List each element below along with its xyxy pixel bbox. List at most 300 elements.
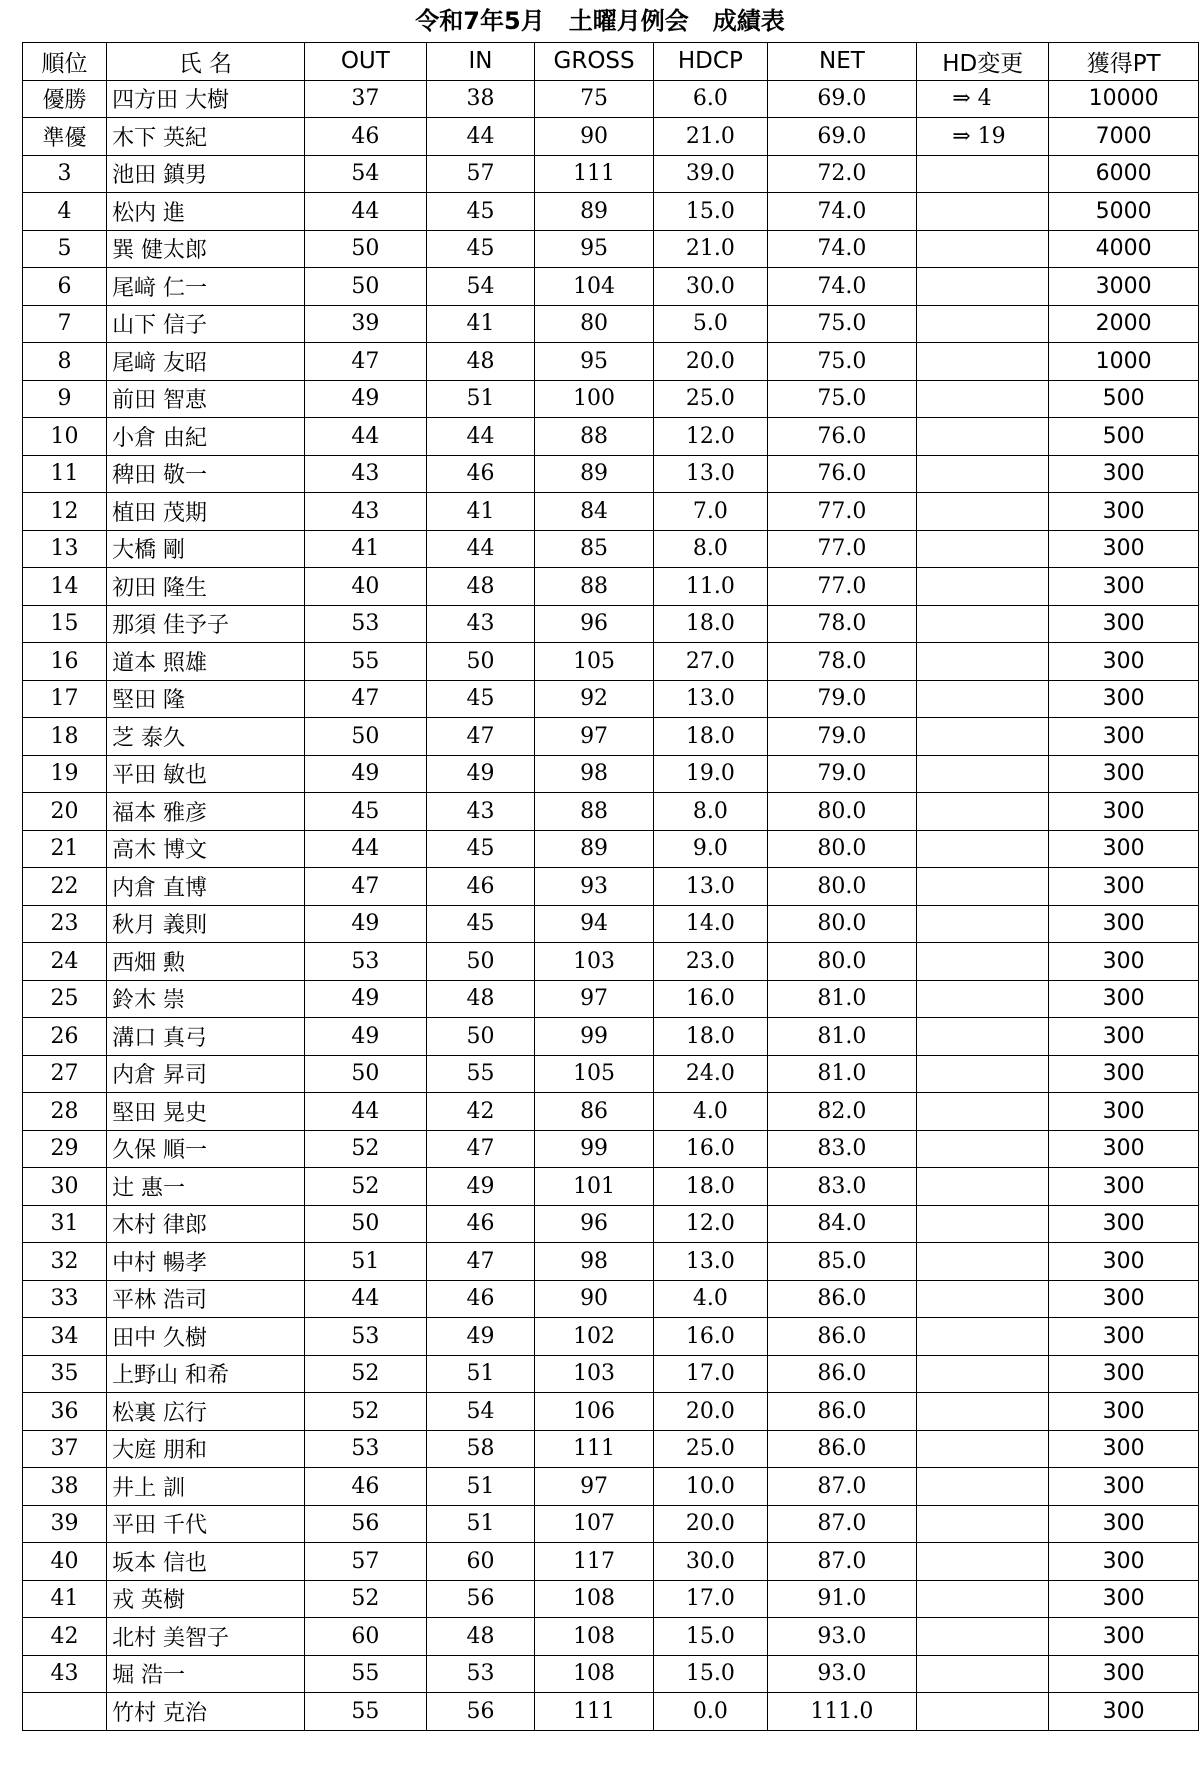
- cell-points: 300: [1049, 868, 1199, 906]
- cell-rank: 37: [23, 1430, 107, 1468]
- cell-gross: 117: [535, 1543, 654, 1581]
- cell-gross: 88: [535, 568, 654, 606]
- cell-gross: 89: [535, 455, 654, 493]
- cell-rank: 43: [23, 1655, 107, 1693]
- cell-hdcp: 16.0: [654, 980, 768, 1018]
- cell-rank: 20: [23, 793, 107, 831]
- cell-net: 72.0: [767, 155, 917, 193]
- table-row: [23, 1318, 1199, 1356]
- cell-net: 69.0: [767, 80, 917, 118]
- cell-gross: 101: [535, 1168, 654, 1206]
- cell-points: 300: [1049, 1168, 1199, 1206]
- table-row: [23, 343, 1199, 381]
- cell-hd-change: [917, 568, 1049, 606]
- cell-hd-change: [917, 1093, 1049, 1131]
- cell-in: 47: [426, 1243, 534, 1281]
- cell-rank: 41: [23, 1580, 107, 1618]
- cell-rank: 18: [23, 718, 107, 756]
- cell-rank: 28: [23, 1093, 107, 1131]
- table-row: [23, 1205, 1199, 1243]
- cell-gross: 75: [535, 80, 654, 118]
- cell-out: 53: [304, 605, 426, 643]
- cell-hdcp: 18.0: [654, 605, 768, 643]
- cell-hd-change: [917, 1130, 1049, 1168]
- cell-out: 47: [304, 680, 426, 718]
- cell-gross: 95: [535, 343, 654, 381]
- cell-rank: 26: [23, 1018, 107, 1056]
- cell-rank: 38: [23, 1468, 107, 1506]
- cell-out: 49: [304, 905, 426, 943]
- cell-in: 45: [426, 230, 534, 268]
- cell-points: 300: [1049, 605, 1199, 643]
- cell-gross: 99: [535, 1018, 654, 1056]
- cell-hd-change: [917, 305, 1049, 343]
- cell-name: 平林 浩司: [107, 1280, 305, 1318]
- cell-name: 大橋 剛: [107, 530, 305, 568]
- cell-in: 54: [426, 1393, 534, 1431]
- cell-rank: 優勝: [23, 80, 107, 118]
- cell-name: 稗田 敬一: [107, 455, 305, 493]
- cell-hdcp: 14.0: [654, 905, 768, 943]
- cell-name: 鈴木 崇: [107, 980, 305, 1018]
- cell-hd-change: [917, 793, 1049, 831]
- cell-out: 57: [304, 1543, 426, 1581]
- cell-net: 74.0: [767, 230, 917, 268]
- cell-in: 56: [426, 1693, 534, 1731]
- cell-out: 43: [304, 493, 426, 531]
- cell-hd-change: [917, 1355, 1049, 1393]
- cell-hd-change: [917, 418, 1049, 456]
- table-row: [23, 1693, 1199, 1731]
- table-row: [23, 1543, 1199, 1581]
- cell-name: 北村 美智子: [107, 1618, 305, 1656]
- cell-gross: 88: [535, 793, 654, 831]
- results-body: [23, 80, 1199, 1730]
- cell-gross: 102: [535, 1318, 654, 1356]
- cell-rank: 32: [23, 1243, 107, 1281]
- cell-rank: 17: [23, 680, 107, 718]
- cell-hdcp: 5.0: [654, 305, 768, 343]
- cell-points: 300: [1049, 943, 1199, 981]
- cell-hdcp: 10.0: [654, 1468, 768, 1506]
- cell-points: 300: [1049, 905, 1199, 943]
- table-row: [23, 455, 1199, 493]
- cell-gross: 88: [535, 418, 654, 456]
- cell-out: 41: [304, 530, 426, 568]
- cell-in: 49: [426, 755, 534, 793]
- cell-rank: 3: [23, 155, 107, 193]
- cell-in: 56: [426, 1580, 534, 1618]
- table-row: [23, 980, 1199, 1018]
- cell-net: 83.0: [767, 1168, 917, 1206]
- cell-gross: 90: [535, 118, 654, 156]
- cell-net: 77.0: [767, 493, 917, 531]
- cell-name: 田中 久樹: [107, 1318, 305, 1356]
- cell-points: 300: [1049, 1055, 1199, 1093]
- cell-out: 49: [304, 1018, 426, 1056]
- cell-hdcp: 13.0: [654, 1243, 768, 1281]
- cell-in: 47: [426, 718, 534, 756]
- cell-hd-change: [917, 268, 1049, 306]
- cell-hd-change: [917, 455, 1049, 493]
- cell-gross: 108: [535, 1655, 654, 1693]
- table-row: [23, 230, 1199, 268]
- cell-net: 86.0: [767, 1318, 917, 1356]
- cell-out: 44: [304, 1280, 426, 1318]
- cell-in: 41: [426, 493, 534, 531]
- cell-rank: 10: [23, 418, 107, 456]
- cell-hd-change: ⇒ 4: [917, 80, 1049, 118]
- cell-in: 57: [426, 155, 534, 193]
- cell-hdcp: 20.0: [654, 343, 768, 381]
- cell-name: 平田 千代: [107, 1505, 305, 1543]
- cell-hd-change: [917, 1243, 1049, 1281]
- cell-in: 46: [426, 1280, 534, 1318]
- cell-points: 7000: [1049, 118, 1199, 156]
- cell-gross: 111: [535, 1430, 654, 1468]
- cell-hdcp: 15.0: [654, 193, 768, 231]
- cell-hdcp: 39.0: [654, 155, 768, 193]
- table-row: [23, 605, 1199, 643]
- table-row: [23, 943, 1199, 981]
- cell-gross: 105: [535, 643, 654, 681]
- cell-points: 1000: [1049, 343, 1199, 381]
- cell-name: 松内 進: [107, 193, 305, 231]
- cell-net: 87.0: [767, 1468, 917, 1506]
- cell-out: 51: [304, 1243, 426, 1281]
- cell-gross: 106: [535, 1393, 654, 1431]
- cell-hd-change: ⇒ 19: [917, 118, 1049, 156]
- table-row: [23, 1093, 1199, 1131]
- table-row: [23, 755, 1199, 793]
- cell-hdcp: 30.0: [654, 1543, 768, 1581]
- cell-hd-change: [917, 1205, 1049, 1243]
- cell-name: 尾﨑 友昭: [107, 343, 305, 381]
- table-row: [23, 793, 1199, 831]
- cell-out: 37: [304, 80, 426, 118]
- cell-out: 43: [304, 455, 426, 493]
- cell-hdcp: 11.0: [654, 568, 768, 606]
- cell-name: 木村 律郎: [107, 1205, 305, 1243]
- cell-rank: 22: [23, 868, 107, 906]
- cell-rank: 15: [23, 605, 107, 643]
- cell-rank: 24: [23, 943, 107, 981]
- table-row: [23, 905, 1199, 943]
- cell-gross: 97: [535, 718, 654, 756]
- cell-hd-change: [917, 1655, 1049, 1693]
- cell-name: 山下 信子: [107, 305, 305, 343]
- cell-out: 45: [304, 793, 426, 831]
- cell-net: 80.0: [767, 905, 917, 943]
- cell-name: 初田 隆生: [107, 568, 305, 606]
- cell-in: 51: [426, 380, 534, 418]
- cell-points: 300: [1049, 530, 1199, 568]
- header-rank: 順位: [23, 43, 107, 81]
- cell-out: 44: [304, 830, 426, 868]
- cell-points: 300: [1049, 1430, 1199, 1468]
- cell-in: 46: [426, 1205, 534, 1243]
- cell-out: 44: [304, 418, 426, 456]
- cell-out: 55: [304, 643, 426, 681]
- cell-rank: 8: [23, 343, 107, 381]
- cell-out: 53: [304, 943, 426, 981]
- cell-hdcp: 24.0: [654, 1055, 768, 1093]
- cell-points: 5000: [1049, 193, 1199, 231]
- cell-rank: 31: [23, 1205, 107, 1243]
- table-row: [23, 1055, 1199, 1093]
- cell-net: 81.0: [767, 1018, 917, 1056]
- table-row: [23, 1580, 1199, 1618]
- cell-name: 木下 英紀: [107, 118, 305, 156]
- cell-rank: 19: [23, 755, 107, 793]
- cell-name: 前田 智恵: [107, 380, 305, 418]
- header-in: IN: [426, 43, 534, 81]
- table-row: [23, 268, 1199, 306]
- cell-gross: 93: [535, 868, 654, 906]
- cell-net: 69.0: [767, 118, 917, 156]
- cell-name: 大庭 朋和: [107, 1430, 305, 1468]
- cell-rank: 16: [23, 643, 107, 681]
- cell-hd-change: [917, 1280, 1049, 1318]
- cell-points: 300: [1049, 680, 1199, 718]
- cell-points: 300: [1049, 1355, 1199, 1393]
- cell-hdcp: 18.0: [654, 1168, 768, 1206]
- cell-in: 42: [426, 1093, 534, 1131]
- cell-hdcp: 9.0: [654, 830, 768, 868]
- cell-out: 52: [304, 1130, 426, 1168]
- cell-in: 45: [426, 905, 534, 943]
- cell-net: 76.0: [767, 418, 917, 456]
- cell-in: 41: [426, 305, 534, 343]
- cell-gross: 98: [535, 755, 654, 793]
- cell-out: 50: [304, 718, 426, 756]
- cell-in: 50: [426, 643, 534, 681]
- cell-rank: 準優: [23, 118, 107, 156]
- cell-net: 75.0: [767, 343, 917, 381]
- cell-hd-change: [917, 1018, 1049, 1056]
- cell-out: 49: [304, 755, 426, 793]
- cell-hdcp: 17.0: [654, 1355, 768, 1393]
- cell-hdcp: 16.0: [654, 1318, 768, 1356]
- cell-net: 78.0: [767, 643, 917, 681]
- cell-hdcp: 7.0: [654, 493, 768, 531]
- cell-in: 49: [426, 1318, 534, 1356]
- cell-in: 48: [426, 568, 534, 606]
- cell-points: 10000: [1049, 80, 1199, 118]
- cell-in: 51: [426, 1355, 534, 1393]
- table-row: [23, 1168, 1199, 1206]
- cell-hd-change: [917, 755, 1049, 793]
- table-row: [23, 718, 1199, 756]
- results-table: [22, 42, 1199, 1731]
- cell-hdcp: 4.0: [654, 1093, 768, 1131]
- cell-gross: 107: [535, 1505, 654, 1543]
- header-hdcp: HDCP: [654, 43, 768, 81]
- cell-name: 井上 訓: [107, 1468, 305, 1506]
- cell-points: 500: [1049, 418, 1199, 456]
- cell-net: 78.0: [767, 605, 917, 643]
- cell-hd-change: [917, 380, 1049, 418]
- cell-out: 52: [304, 1168, 426, 1206]
- cell-in: 44: [426, 118, 534, 156]
- cell-points: 6000: [1049, 155, 1199, 193]
- header-gross: GROSS: [535, 43, 654, 81]
- cell-name: 植田 茂期: [107, 493, 305, 531]
- cell-gross: 108: [535, 1580, 654, 1618]
- cell-hd-change: [917, 193, 1049, 231]
- cell-in: 43: [426, 793, 534, 831]
- cell-out: 52: [304, 1393, 426, 1431]
- cell-rank: 34: [23, 1318, 107, 1356]
- cell-rank: 42: [23, 1618, 107, 1656]
- cell-net: 86.0: [767, 1393, 917, 1431]
- cell-points: 300: [1049, 1655, 1199, 1693]
- cell-in: 44: [426, 418, 534, 456]
- cell-name: 秋月 義則: [107, 905, 305, 943]
- table-row: [23, 118, 1199, 156]
- cell-out: 44: [304, 193, 426, 231]
- cell-points: 300: [1049, 718, 1199, 756]
- header-row: [23, 43, 1199, 81]
- table-row: [23, 643, 1199, 681]
- table-row: [23, 380, 1199, 418]
- cell-hdcp: 21.0: [654, 118, 768, 156]
- cell-net: 77.0: [767, 530, 917, 568]
- cell-hd-change: [917, 1543, 1049, 1581]
- table-row: [23, 1355, 1199, 1393]
- cell-hd-change: [917, 1580, 1049, 1618]
- cell-name: 四方田 大樹: [107, 80, 305, 118]
- cell-points: 300: [1049, 1505, 1199, 1543]
- cell-gross: 95: [535, 230, 654, 268]
- cell-rank: 7: [23, 305, 107, 343]
- cell-net: 80.0: [767, 868, 917, 906]
- table-row: [23, 305, 1199, 343]
- cell-out: 50: [304, 230, 426, 268]
- cell-name: 小倉 由紀: [107, 418, 305, 456]
- cell-out: 40: [304, 568, 426, 606]
- cell-hdcp: 15.0: [654, 1655, 768, 1693]
- cell-gross: 90: [535, 1280, 654, 1318]
- table-row: [23, 1468, 1199, 1506]
- cell-out: 49: [304, 980, 426, 1018]
- table-row: [23, 1505, 1199, 1543]
- cell-gross: 111: [535, 155, 654, 193]
- cell-points: 3000: [1049, 268, 1199, 306]
- cell-rank: 9: [23, 380, 107, 418]
- cell-name: 竹村 克治: [107, 1693, 305, 1731]
- cell-net: 87.0: [767, 1543, 917, 1581]
- cell-in: 60: [426, 1543, 534, 1581]
- cell-hd-change: [917, 868, 1049, 906]
- cell-rank: 39: [23, 1505, 107, 1543]
- cell-name: 芝 泰久: [107, 718, 305, 756]
- cell-gross: 103: [535, 943, 654, 981]
- cell-in: 50: [426, 943, 534, 981]
- cell-net: 83.0: [767, 1130, 917, 1168]
- cell-hdcp: 18.0: [654, 718, 768, 756]
- cell-net: 86.0: [767, 1430, 917, 1468]
- cell-rank: 40: [23, 1543, 107, 1581]
- cell-gross: 98: [535, 1243, 654, 1281]
- cell-hdcp: 20.0: [654, 1393, 768, 1431]
- cell-gross: 86: [535, 1093, 654, 1131]
- cell-points: 300: [1049, 793, 1199, 831]
- cell-net: 81.0: [767, 1055, 917, 1093]
- cell-net: 93.0: [767, 1655, 917, 1693]
- table-row: [23, 568, 1199, 606]
- cell-hdcp: 20.0: [654, 1505, 768, 1543]
- cell-name: 中村 暢孝: [107, 1243, 305, 1281]
- table-row: [23, 1618, 1199, 1656]
- cell-hdcp: 19.0: [654, 755, 768, 793]
- cell-hdcp: 17.0: [654, 1580, 768, 1618]
- cell-points: 300: [1049, 980, 1199, 1018]
- cell-out: 54: [304, 155, 426, 193]
- cell-rank: 23: [23, 905, 107, 943]
- cell-rank: 4: [23, 193, 107, 231]
- cell-in: 45: [426, 680, 534, 718]
- cell-in: 43: [426, 605, 534, 643]
- cell-hdcp: 21.0: [654, 230, 768, 268]
- cell-in: 46: [426, 868, 534, 906]
- cell-rank: [23, 1693, 107, 1731]
- cell-points: 300: [1049, 1205, 1199, 1243]
- cell-gross: 96: [535, 605, 654, 643]
- cell-hdcp: 8.0: [654, 530, 768, 568]
- cell-hd-change: [917, 1168, 1049, 1206]
- cell-name: 池田 鎮男: [107, 155, 305, 193]
- table-row: [23, 530, 1199, 568]
- cell-hdcp: 4.0: [654, 1280, 768, 1318]
- cell-rank: 35: [23, 1355, 107, 1393]
- cell-out: 39: [304, 305, 426, 343]
- cell-out: 47: [304, 343, 426, 381]
- cell-name: 平田 敏也: [107, 755, 305, 793]
- cell-net: 77.0: [767, 568, 917, 606]
- cell-net: 80.0: [767, 793, 917, 831]
- cell-gross: 103: [535, 1355, 654, 1393]
- cell-net: 85.0: [767, 1243, 917, 1281]
- cell-name: 高木 博文: [107, 830, 305, 868]
- cell-points: 300: [1049, 1393, 1199, 1431]
- table-row: [23, 1280, 1199, 1318]
- cell-out: 53: [304, 1430, 426, 1468]
- cell-hd-change: [917, 1618, 1049, 1656]
- cell-in: 54: [426, 268, 534, 306]
- header-hd-change: HD変更: [917, 43, 1049, 81]
- cell-points: 300: [1049, 1468, 1199, 1506]
- cell-gross: 84: [535, 493, 654, 531]
- cell-points: 300: [1049, 568, 1199, 606]
- cell-in: 50: [426, 1018, 534, 1056]
- cell-points: 300: [1049, 1543, 1199, 1581]
- cell-out: 50: [304, 268, 426, 306]
- table-row: [23, 1018, 1199, 1056]
- cell-rank: 30: [23, 1168, 107, 1206]
- cell-points: 300: [1049, 830, 1199, 868]
- cell-hdcp: 18.0: [654, 1018, 768, 1056]
- cell-rank: 13: [23, 530, 107, 568]
- cell-points: 500: [1049, 380, 1199, 418]
- cell-net: 93.0: [767, 1618, 917, 1656]
- cell-name: 堅田 晃史: [107, 1093, 305, 1131]
- cell-in: 51: [426, 1505, 534, 1543]
- cell-gross: 104: [535, 268, 654, 306]
- cell-net: 86.0: [767, 1355, 917, 1393]
- cell-net: 80.0: [767, 943, 917, 981]
- cell-in: 58: [426, 1430, 534, 1468]
